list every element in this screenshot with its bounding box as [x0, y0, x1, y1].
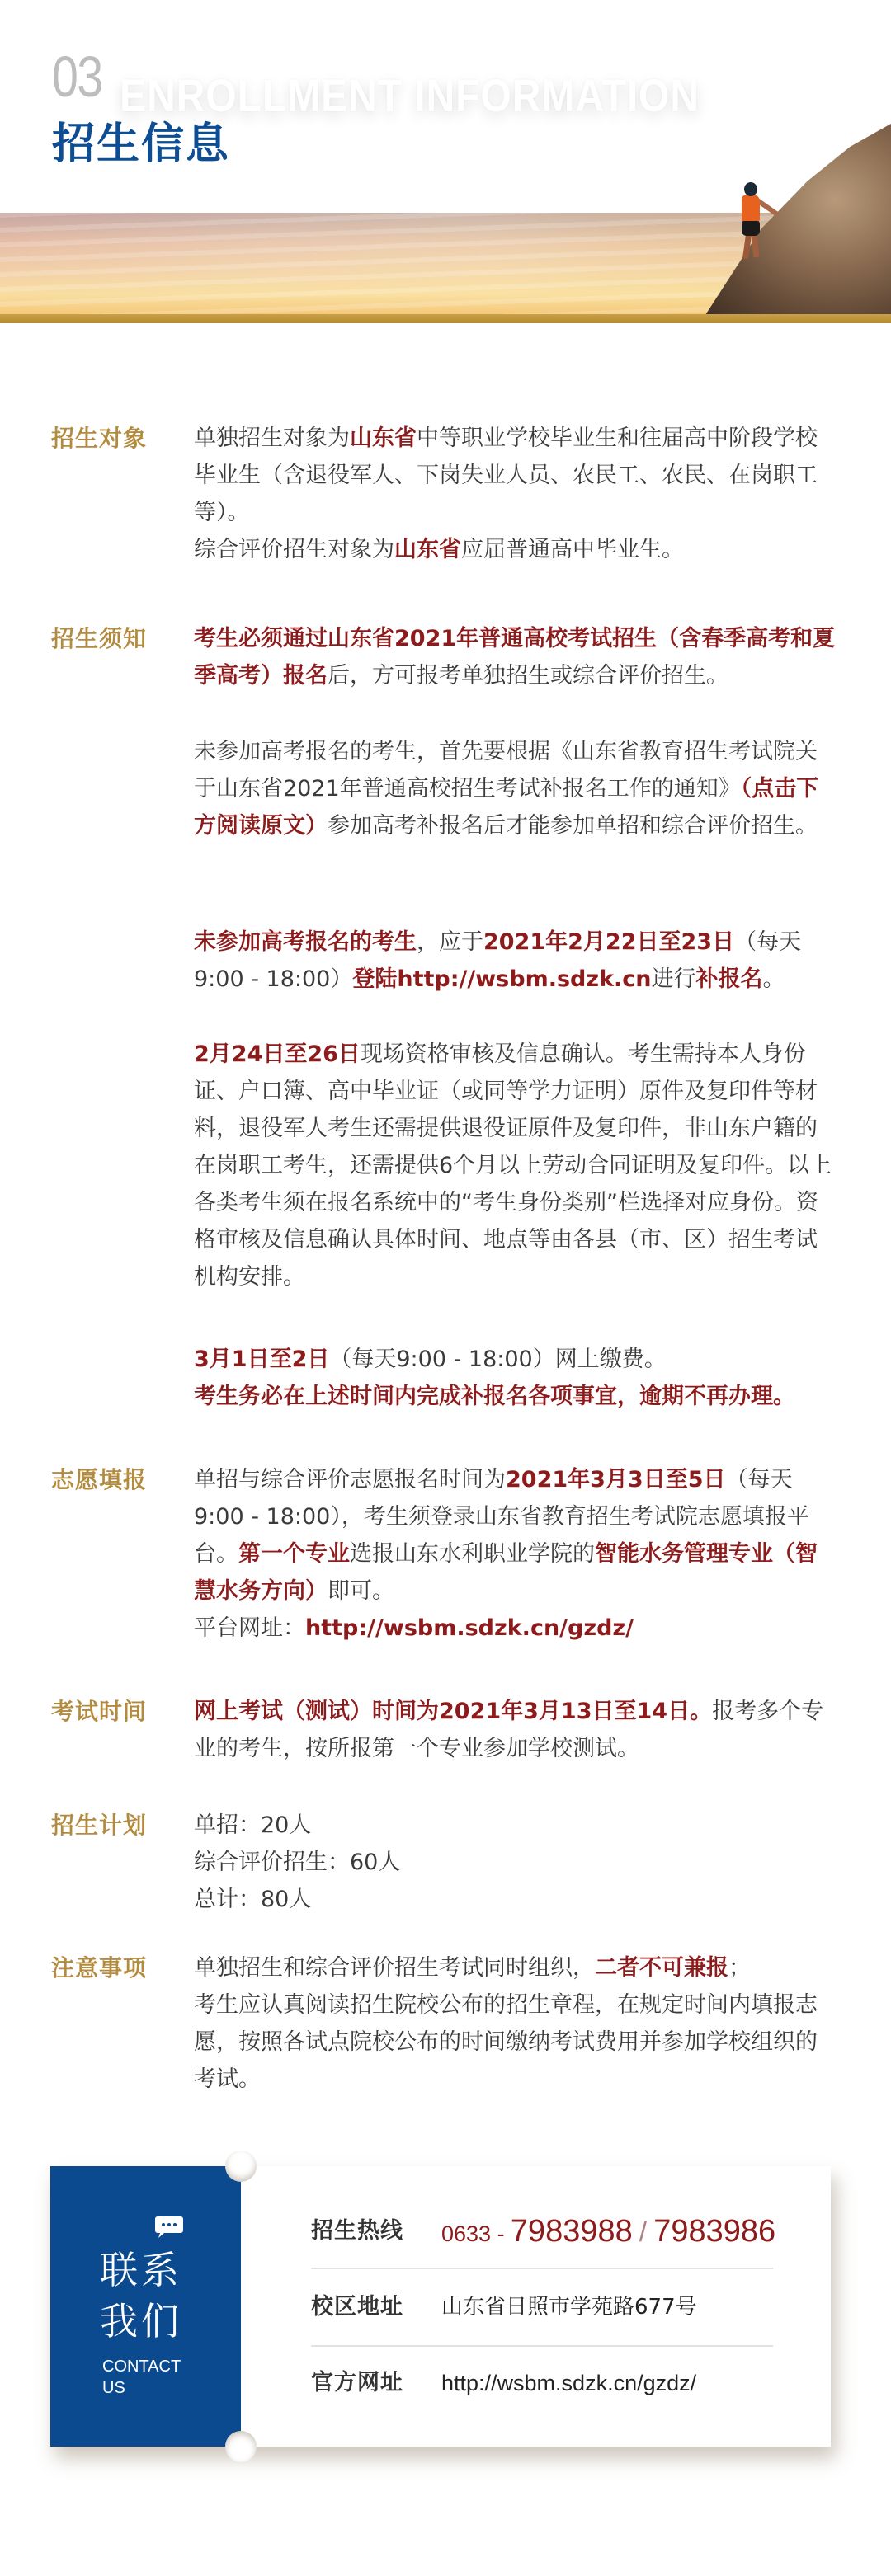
text: 应届普通高中毕业生。	[461, 537, 684, 562]
phone-number-1[interactable]: 7983988	[510, 2214, 633, 2249]
ticket-notch	[225, 2151, 257, 2182]
warning-text: 考生务必在上述时间内完成补报名各项事宜，逾期不再办理。	[194, 1384, 795, 1409]
climber-figure	[742, 195, 760, 223]
section-number: 03	[52, 45, 102, 109]
paragraph	[194, 1036, 837, 1295]
section-label: 考试时间	[51, 1698, 148, 1725]
text: 单独招生和综合评价招生考试同时组织，	[194, 1955, 595, 1981]
highlight-text: 补报名	[695, 966, 763, 992]
hotline-value	[441, 2212, 776, 2253]
website-link[interactable]: http://wsbm.sdzk.cn/gzdz/	[441, 2371, 697, 2395]
date-range: 2021年2月22日至23日	[483, 929, 735, 955]
section-body	[194, 620, 837, 694]
highlight-text: 山东省	[394, 537, 461, 562]
paragraph: 考生应认真阅读招生院校公布的招生章程，在规定时间内填报志愿，按照各试点院校公布的时间缴纳考试费用并参加学校组织的考试。	[194, 1992, 818, 2092]
text: （每天9:00 - 18:00），考生须登录山东省教育招生考试院志愿填报平台。	[194, 1467, 809, 1567]
paragraph	[194, 1949, 837, 1986]
section-label: 招生须知	[51, 625, 148, 652]
text: 进行	[651, 966, 696, 992]
hotline-row	[311, 2212, 776, 2250]
phone-number-2[interactable]: 7983986	[653, 2214, 776, 2249]
plan-line: 单招：20人	[194, 1812, 312, 1838]
text: ，应于	[417, 929, 483, 955]
contact-title: 联系我们	[100, 2248, 182, 2343]
registration-link[interactable]: 登陆http://wsbm.sdzk.cn	[352, 966, 652, 992]
phone-separator: /	[639, 2216, 648, 2248]
address-label: 校区地址	[311, 2294, 403, 2320]
platform-link[interactable]: http://wsbm.sdzk.cn/gzdz/	[305, 1615, 634, 1641]
section-title-english: ENROLLMENT INFORMATION	[120, 69, 700, 121]
section-body	[194, 1036, 837, 1295]
text: 。	[762, 966, 785, 992]
address-value: 山东省日照市学苑路677号	[441, 2295, 697, 2320]
text: 单招与综合评价志愿报名时间为	[194, 1467, 506, 1492]
website-row	[311, 2364, 773, 2402]
page-title: 招生信息	[52, 120, 231, 169]
section-body	[194, 1461, 837, 1647]
date-range: 2021年3月3日至5日	[506, 1467, 726, 1492]
section-body	[194, 1693, 837, 1767]
text: 中等职业学校毕业生和往届高中阶段学校毕业生（含退役军人、下岗失业人员、农民工、农民、在岗职工等）。	[194, 425, 818, 525]
section-body	[194, 1949, 837, 2098]
highlight-text: 考生必须通过山东省2021年普通高校考试招生（含春季高考和夏季高考）报名	[194, 626, 836, 689]
section-body	[194, 1341, 837, 1415]
paragraph	[194, 531, 837, 568]
text: 报考多个专业的考生，按所报第一个专业参加学校测试。	[194, 1699, 824, 1761]
read-original-link[interactable]: （点击下方阅读原文）	[194, 776, 819, 839]
section-label: 招生对象	[51, 425, 148, 452]
text: （每天9:00 - 18:00）	[194, 929, 802, 992]
date-range: 3月1日至2日	[194, 1347, 330, 1372]
highlight-text: 第一个专业	[238, 1541, 350, 1567]
hotline-label: 招生热线	[311, 2218, 403, 2244]
major-name: 智能水务管理专业（智慧水务方向）	[194, 1541, 818, 1604]
paragraph	[194, 420, 837, 531]
gold-divider	[0, 314, 891, 323]
text: 选报山东水利职业学院的	[350, 1541, 595, 1567]
highlight-text: 二者不可兼报	[595, 1955, 728, 1981]
divider	[311, 2268, 773, 2269]
highlight-text: 网上考试（测试）时间为2021年3月13日至14日。	[194, 1699, 713, 1724]
paragraph	[194, 1461, 837, 1610]
text: ；	[728, 1955, 751, 1981]
section-label: 注意事项	[51, 1954, 148, 1981]
date-range: 2月24日至26日	[194, 1041, 361, 1067]
section-header	[0, 0, 891, 330]
divider	[311, 2345, 773, 2347]
section-label: 招生计划	[51, 1812, 148, 1839]
section-body	[194, 420, 837, 568]
plan-line: 总计：80人	[194, 1887, 312, 1912]
plan-line: 综合评价招生：60人	[194, 1850, 401, 1875]
climber-figure	[742, 221, 760, 236]
highlight-text: 山东省	[350, 425, 417, 451]
climber-figure	[744, 182, 757, 196]
section-body	[194, 924, 837, 998]
paragraph	[194, 924, 837, 998]
address-row	[311, 2288, 773, 2326]
text: 即可。	[328, 1578, 394, 1604]
highlight-text: 未参加高考报名的考生	[194, 929, 417, 955]
chat-bubble-icon	[155, 2216, 183, 2238]
area-code: 0633 -	[441, 2221, 505, 2246]
text: 后，方可报考单独招生或综合评价招生。	[328, 663, 728, 689]
ticket-notch	[225, 2431, 257, 2462]
paragraph	[194, 1610, 837, 1647]
section-body	[194, 733, 837, 844]
text: 参加高考补报名后才能参加单招和综合评价招生。	[328, 813, 818, 839]
section-label: 志愿填报	[51, 1466, 148, 1493]
website-label: 官方网址	[311, 2370, 403, 2395]
text: 现场资格审核及信息确认。考生需持本人身份证、户口簿、高中毕业证（或同等学力证明）原件及复印件等材料，退役军人考生还需提供退役证原件及复印件，非山东户籍的在岗职工考生，还需提供6个月以上劳动合同证明及复印件。以上各类考生须在报名系统中的“考生身份类别”栏选择对应身份。资格审核及信息确认具体时间、地点等由各县（市、区）招生考试机构安排。	[194, 1041, 832, 1290]
text: 单独招生对象为	[194, 425, 350, 451]
paragraph	[194, 1341, 837, 1378]
paragraph	[194, 733, 837, 844]
text: （每天9:00 - 18:00）网上缴费。	[329, 1347, 667, 1372]
text: 未参加高考报名的考生，首先要根据《山东省教育招生考试院关于山东省2021年普通高校招生考试补报名工作的通知》	[194, 739, 818, 801]
section-body	[194, 1807, 837, 1918]
paragraph	[194, 620, 837, 694]
text: 综合评价招生对象为	[194, 537, 394, 562]
text: 平台网址：	[194, 1615, 305, 1641]
contact-title-english: CONTACT US	[102, 2357, 181, 2397]
paragraph	[194, 1693, 837, 1767]
